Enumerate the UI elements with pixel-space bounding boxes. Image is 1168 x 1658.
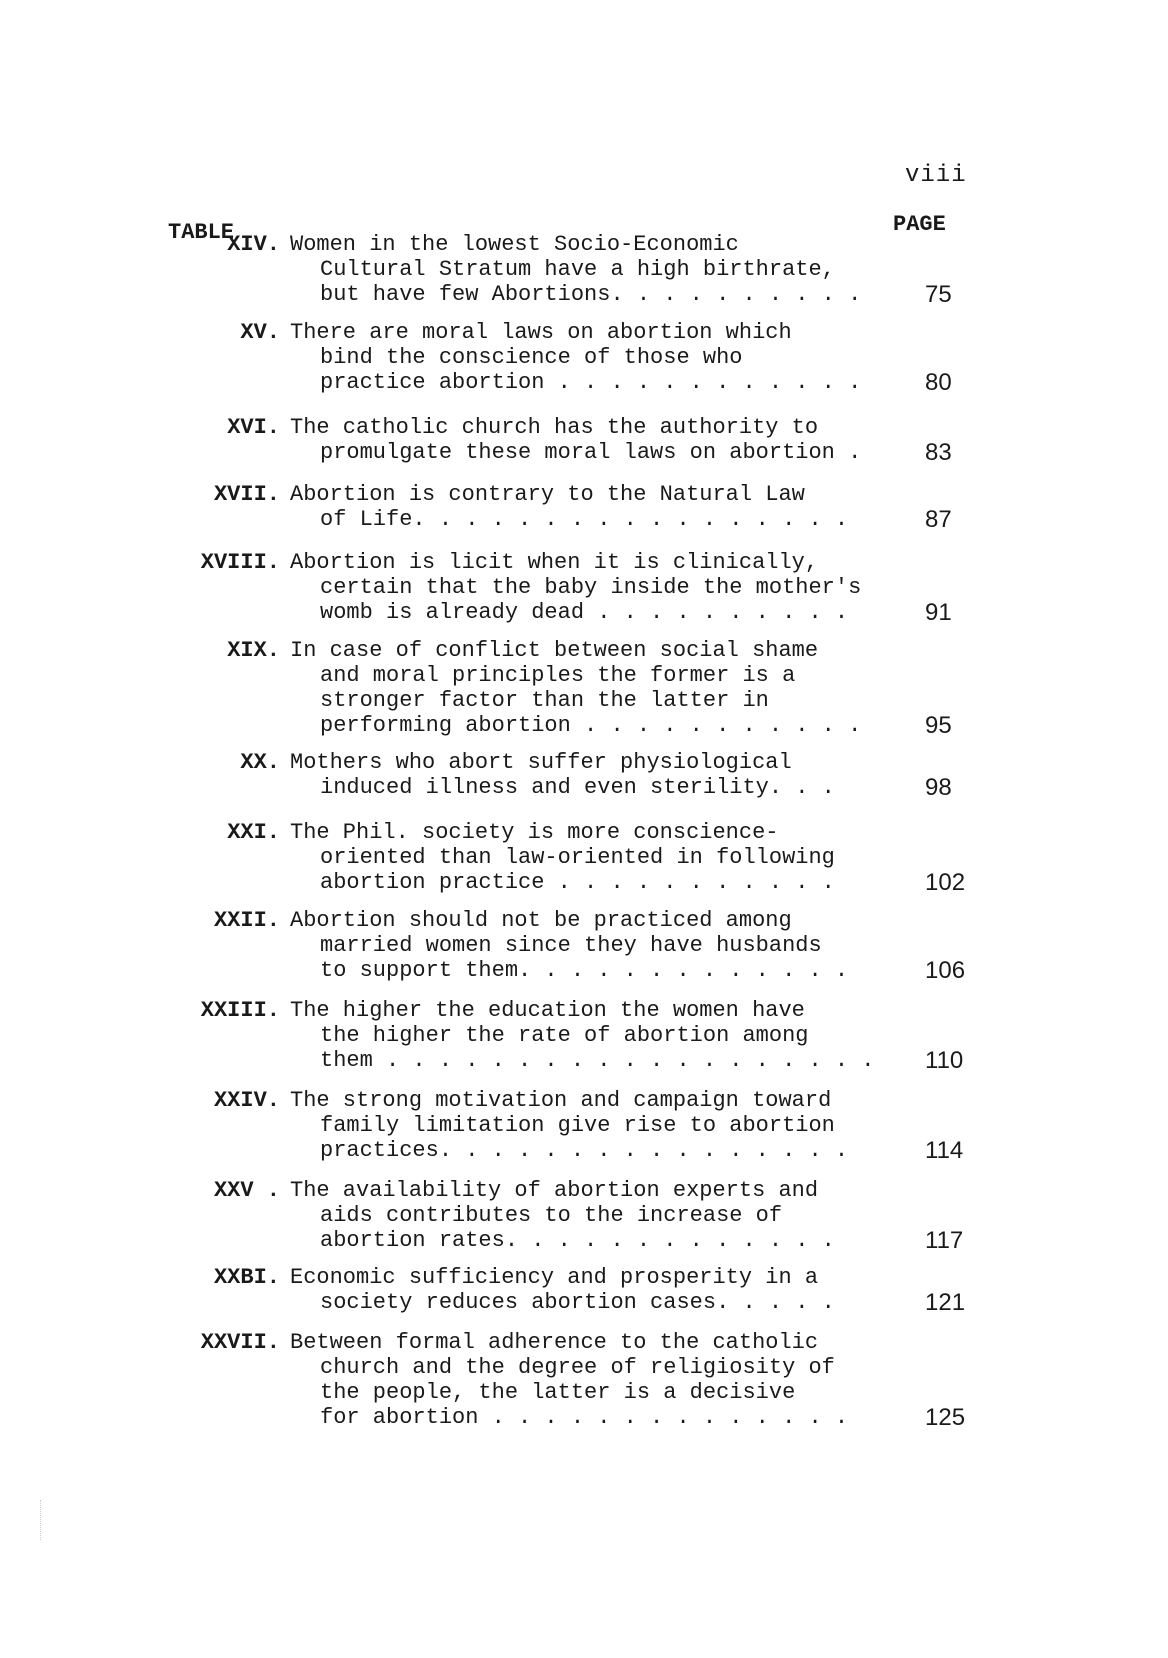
- table-entry-title-line: church and the degree of religiosity of: [320, 1355, 835, 1380]
- table-entry-number: XXVII.: [200, 1330, 280, 1355]
- table-entry-title-line: Economic sufficiency and prosperity in a: [290, 1265, 819, 1290]
- table-entry-title-line: Abortion is contrary to the Natural Law: [290, 482, 805, 507]
- table-entry-page: 110: [925, 1047, 964, 1074]
- table-entry-title: [290, 908, 930, 983]
- table-entry-title-line: practices. . . . . . . . . . . . . . . .: [320, 1138, 849, 1163]
- table-entry-title-line: but have few Abortions. . . . . . . . . .: [320, 282, 862, 307]
- table-entry-title-line: performing abortion . . . . . . . . . . .: [320, 713, 862, 738]
- table-entry-page: 102: [925, 869, 966, 896]
- table-entry-page: 75: [925, 281, 952, 308]
- table-entry-title-line: Between formal adherence to the catholic: [290, 1330, 819, 1355]
- table-entry-title-line: to support them. . . . . . . . . . . . .: [320, 958, 849, 983]
- table-entry-title: [290, 1265, 930, 1315]
- page-number: viii: [905, 162, 967, 189]
- table-entry-title-line: for abortion . . . . . . . . . . . . . .: [320, 1405, 849, 1430]
- table-entry-page: 121: [925, 1289, 966, 1316]
- table-entry-title-line: The higher the education the women have: [290, 998, 805, 1023]
- table-entry-title-line: society reduces abortion cases. . . . .: [320, 1290, 835, 1315]
- table-entry-title: [290, 820, 930, 895]
- table-entry-number: XXIV.: [213, 1088, 280, 1113]
- table-entry-number: XVI.: [227, 415, 280, 440]
- table-entry-title-line: The strong motivation and campaign toward: [290, 1088, 832, 1113]
- table-entry-title-line: practice abortion . . . . . . . . . . . .: [320, 370, 862, 395]
- table-entry-title: [290, 482, 930, 532]
- table-entry-number: XXIII.: [200, 998, 280, 1023]
- table-entry-title-line: Women in the lowest Socio-Economic: [290, 232, 739, 257]
- table-entry-title-line: them . . . . . . . . . . . . . . . . . . .: [320, 1048, 875, 1073]
- table-entry-number: XVIII.: [200, 550, 280, 575]
- table-entry-title-line: promulgate these moral laws on abortion .: [320, 440, 862, 465]
- table-entry-title-line: oriented than law-oriented in following: [320, 845, 835, 870]
- table-entry-number: XVII.: [213, 482, 280, 507]
- table-entry-page: 98: [925, 774, 952, 801]
- table-entry-title: [290, 415, 930, 465]
- table-entry-title-line: womb is already dead . . . . . . . . . .: [320, 600, 849, 625]
- table-entry-title: [290, 1178, 930, 1253]
- table-column-header: TABLE: [168, 220, 235, 245]
- table-entry-title-line: of Life. . . . . . . . . . . . . . . . .: [320, 507, 849, 532]
- table-entry-title: [290, 1088, 930, 1163]
- table-entry-title-line: certain that the baby inside the mother's: [320, 575, 862, 600]
- table-entry-title-line: There are moral laws on abortion which: [290, 320, 792, 345]
- table-entry-page: 91: [925, 599, 952, 626]
- table-entry-page: 87: [925, 506, 952, 533]
- table-entry-title-line: In case of conflict between social shame: [290, 638, 819, 663]
- table-entry-number: XXI.: [227, 820, 280, 845]
- table-entry-number: XXV .: [213, 1178, 280, 1203]
- table-entry-title-line: Abortion should not be practiced among: [290, 908, 792, 933]
- table-entry-title: [290, 998, 930, 1073]
- table-entry-title-line: Abortion is licit when it is clinically,: [290, 550, 819, 575]
- table-entry-title-line: married women since they have husbands: [320, 933, 822, 958]
- table-entry-page: 80: [925, 369, 952, 396]
- page-column-header: PAGE: [893, 212, 946, 237]
- table-entry-title-line: The Phil. society is more conscience-: [290, 820, 779, 845]
- table-entry-title: [290, 320, 930, 395]
- table-entry-title: [290, 1330, 930, 1430]
- table-entry-title: [290, 550, 930, 625]
- table-entry-title-line: Mothers who abort suffer physiological: [290, 750, 792, 775]
- table-entry-title-line: abortion practice . . . . . . . . . . .: [320, 870, 835, 895]
- table-entry-title-line: Cultural Stratum have a high birthrate,: [320, 257, 835, 282]
- table-entry-title-line: induced illness and even sterility. . .: [320, 775, 835, 800]
- table-entry-title-line: abortion rates. . . . . . . . . . . . .: [320, 1228, 835, 1253]
- table-entry-title-line: aids contributes to the increase of: [320, 1203, 783, 1228]
- table-entry-title-line: stronger factor than the latter in: [320, 688, 769, 713]
- table-entry-number: XXBI.: [213, 1265, 280, 1290]
- table-entry-number: XXII.: [213, 908, 280, 933]
- table-entry-title: [290, 638, 930, 738]
- table-entry-title-line: The catholic church has the authority to: [290, 415, 819, 440]
- table-entry-title-line: the higher the rate of abortion among: [320, 1023, 809, 1048]
- table-entry-page: 95: [925, 712, 952, 739]
- table-entry-title-line: The availability of abortion experts and: [290, 1178, 819, 1203]
- table-entry-title: [290, 750, 930, 800]
- table-entry-title-line: and moral principles the former is a: [320, 663, 796, 688]
- table-entry-page: 83: [925, 439, 952, 466]
- table-entry-page: 117: [925, 1227, 964, 1254]
- table-entry-title-line: the people, the latter is a decisive: [320, 1380, 796, 1405]
- table-entry-page: 106: [925, 957, 966, 984]
- table-entry-page: 114: [925, 1137, 964, 1164]
- table-entry-number: XV.: [240, 320, 280, 345]
- table-entry-number: XIX.: [227, 638, 280, 663]
- table-entry-title-line: family limitation give rise to abortion: [320, 1113, 835, 1138]
- table-entry-page: 125: [925, 1404, 966, 1431]
- scan-margin-mark: [40, 1500, 61, 1540]
- table-entry-number: XX.: [240, 750, 280, 775]
- table-entry-title-line: bind the conscience of those who: [320, 345, 743, 370]
- table-entry-number: XIV.: [227, 232, 280, 257]
- table-entry-title: [290, 232, 930, 307]
